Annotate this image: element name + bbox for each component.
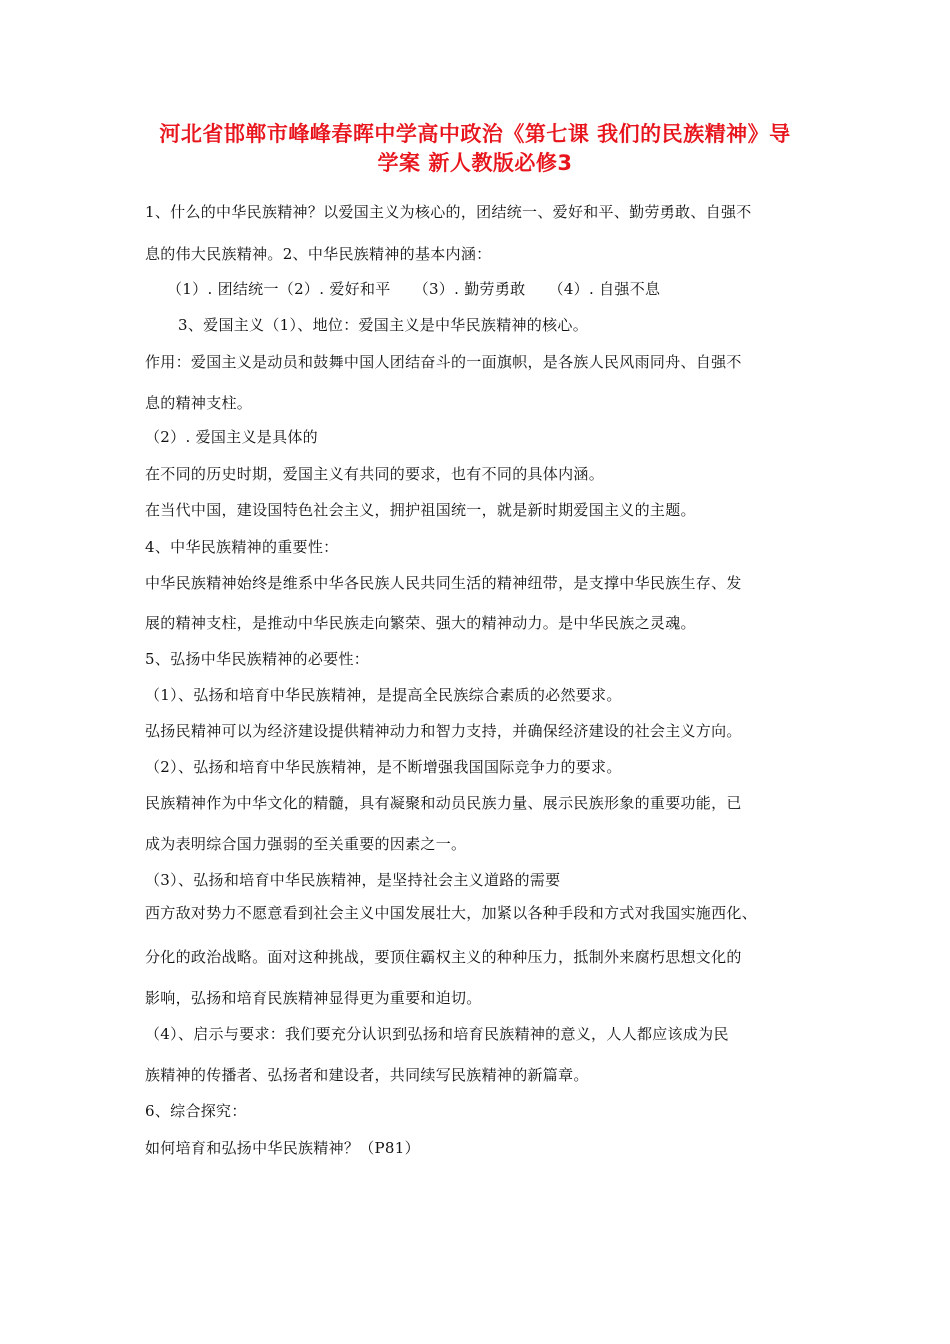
body-line: 如何培育和弘扬中华民族精神？（P81） [145, 1139, 420, 1157]
body-line: 作用：爱国主义是动员和鼓舞中国人团结奋斗的一面旗帜，是各族人民风雨同舟、自强不 [145, 353, 742, 371]
body-line: （2）. 爱国主义是具体的 [145, 428, 318, 446]
body-line: （3）、弘扬和培育中华民族精神，是坚持社会主义道路的需要 [145, 871, 561, 889]
body-line: 1、什么的中华民族精神？以爱国主义为核心的，团结统一、爱好和平、勤劳勇敢、自强不 [145, 203, 752, 221]
body-line: 在不同的历史时期，爱国主义有共同的要求，也有不同的具体内涵。 [145, 465, 605, 483]
body-line: （4）、启示与要求：我们要充分认识到弘扬和培育民族精神的意义，人人都应该成为民 [145, 1025, 729, 1043]
body-line: 6、综合探究： [145, 1102, 247, 1120]
body-line: 影响，弘扬和培育民族精神显得更为重要和迫切。 [145, 989, 482, 1007]
body-line: 在当代中国，建设国特色社会主义，拥护祖国统一，就是新时期爱国主义的主题。 [145, 501, 696, 519]
body-line: 息的伟大民族精神。2、中华民族精神的基本内涵： [145, 245, 492, 263]
body-line: 3、爱国主义（1）、地位：爱国主义是中华民族精神的核心。 [178, 316, 588, 334]
body-line: 民族精神作为中华文化的精髓，具有凝聚和动员民族力量、展示民族形象的重要功能，已 [145, 794, 742, 812]
title-line-1: 河北省邯郸市峰峰春晖中学高中政治《第七课 我们的民族精神》导 [159, 122, 791, 146]
body-line: 成为表明综合国力强弱的至关重要的因素之一。 [145, 835, 467, 853]
body-line: 息的精神支柱。 [145, 394, 253, 412]
title-line-2: 学案 新人教版必修3 [377, 151, 573, 175]
body-line: （1）、弘扬和培育中华民族精神，是提高全民族综合素质的必然要求。 [145, 686, 622, 704]
body-line: 中华民族精神始终是维系中华各民族人民共同生活的精神纽带，是支撑中华民族生存、发 [145, 574, 742, 592]
body-line: （2）、弘扬和培育中华民族精神，是不断增强我国国际竞争力的要求。 [145, 758, 622, 776]
body-line: （1）. 团结统一（2）. 爱好和平 （3）. 勤劳勇敢 （4）. 自强不息 [167, 280, 661, 298]
body-line: 展的精神支柱，是推动中华民族走向繁荣、强大的精神动力。是中华民族之灵魂。 [145, 614, 696, 632]
body-line: 4、中华民族精神的重要性： [145, 538, 339, 556]
body-line: 弘扬民精神可以为经济建设提供精神动力和智力支持，并确保经济建设的社会主义方向。 [145, 722, 742, 740]
document-title [140, 120, 810, 178]
body-line: 族精神的传播者、弘扬者和建设者，共同续写民族精神的新篇章。 [145, 1066, 589, 1084]
body-line: 分化的政治战略。面对这种挑战，要顶住霸权主义的种种压力，抵制外来腐朽思想文化的 [145, 948, 742, 966]
body-line: 5、弘扬中华民族精神的必要性： [145, 650, 370, 668]
body-line: 西方敌对势力不愿意看到社会主义中国发展壮大，加紧以各种手段和方式对我国实施西化、 [145, 904, 758, 922]
